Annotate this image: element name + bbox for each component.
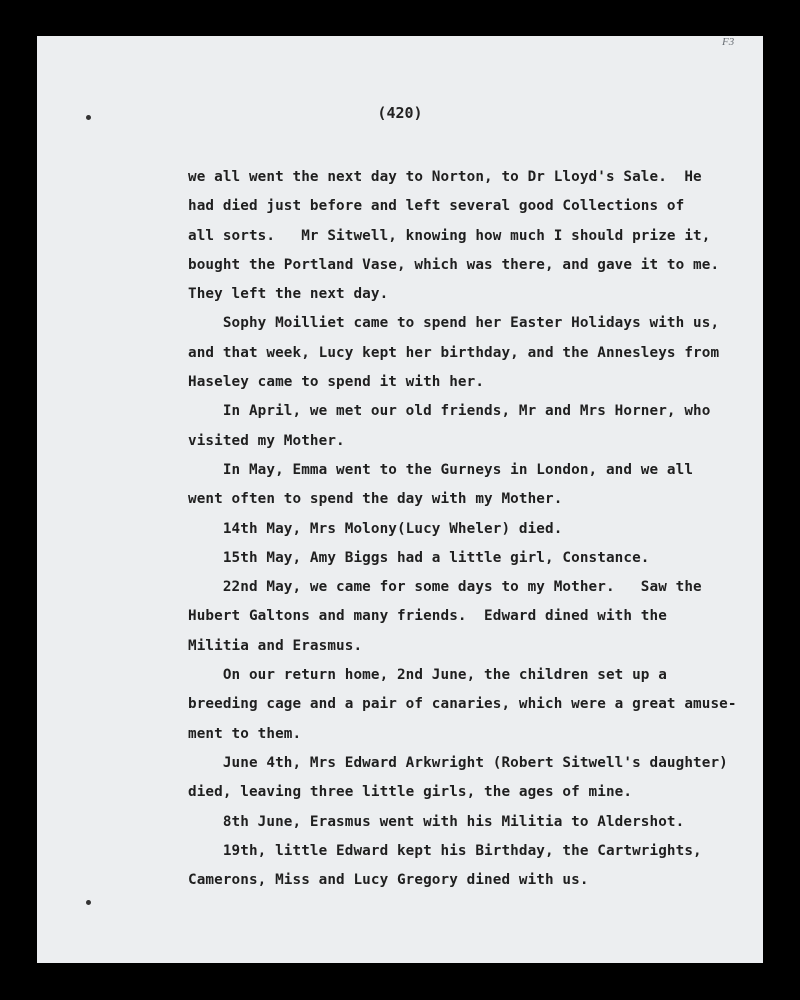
corner-archive-mark: F3 xyxy=(722,36,735,48)
text-line: June 4th, Mrs Edward Arkwright (Robert Sitwell's daughter) xyxy=(188,754,728,771)
text-line: breeding cage and a pair of canaries, which were a great amuse- xyxy=(188,696,737,713)
text-line: all sorts. Mr Sitwell, knowing how much I should prize it, xyxy=(188,227,711,244)
text-line: Sophy Moilliet came to spend her Easter Holidays with us, xyxy=(188,315,720,332)
binding-hole-mark xyxy=(86,900,91,905)
text-line: died, leaving three little girls, the ages of mine. xyxy=(188,784,633,801)
text-line: Hubert Galtons and many friends. Edward dined with the xyxy=(188,608,667,625)
text-line: 14th May, Mrs Molony(Lucy Wheler) died. xyxy=(188,520,563,537)
text-line: visited my Mother. xyxy=(188,432,345,449)
text-line: In May, Emma went to the Gurneys in London, and we all xyxy=(188,461,694,478)
text-line: On our return home, 2nd June, the children set up a xyxy=(188,667,667,684)
text-line: 8th June, Erasmus went with his Militia to Aldershot. xyxy=(188,813,685,830)
text-line: Camerons, Miss and Lucy Gregory dined with us. xyxy=(188,872,589,889)
text-line: had died just before and left several good Collections of xyxy=(188,198,685,215)
text-line: Militia and Erasmus. xyxy=(188,637,363,654)
page-number: (420) xyxy=(377,104,423,122)
text-line: Haseley came to spend it with her. xyxy=(188,374,485,391)
text-line: They left the next day. xyxy=(188,286,389,303)
text-line: we all went the next day to Norton, to Dr Lloyd's Sale. He xyxy=(188,169,702,185)
typed-text-body xyxy=(188,163,768,895)
text-line: went often to spend the day with my Mother. xyxy=(188,491,563,508)
text-line: 19th, little Edward kept his Birthday, the Cartwrights, xyxy=(188,842,702,859)
text-line: In April, we met our old friends, Mr and Mrs Horner, who xyxy=(188,403,711,420)
text-line: and that week, Lucy kept her birthday, and the Annesleys from xyxy=(188,344,720,361)
text-line: 22nd May, we came for some days to my Mother. Saw the xyxy=(188,579,702,596)
text-line: ment to them. xyxy=(188,725,302,742)
text-line: bought the Portland Vase, which was there, and gave it to me. xyxy=(188,256,720,273)
text-line: 15th May, Amy Biggs had a little girl, Constance. xyxy=(188,549,650,566)
